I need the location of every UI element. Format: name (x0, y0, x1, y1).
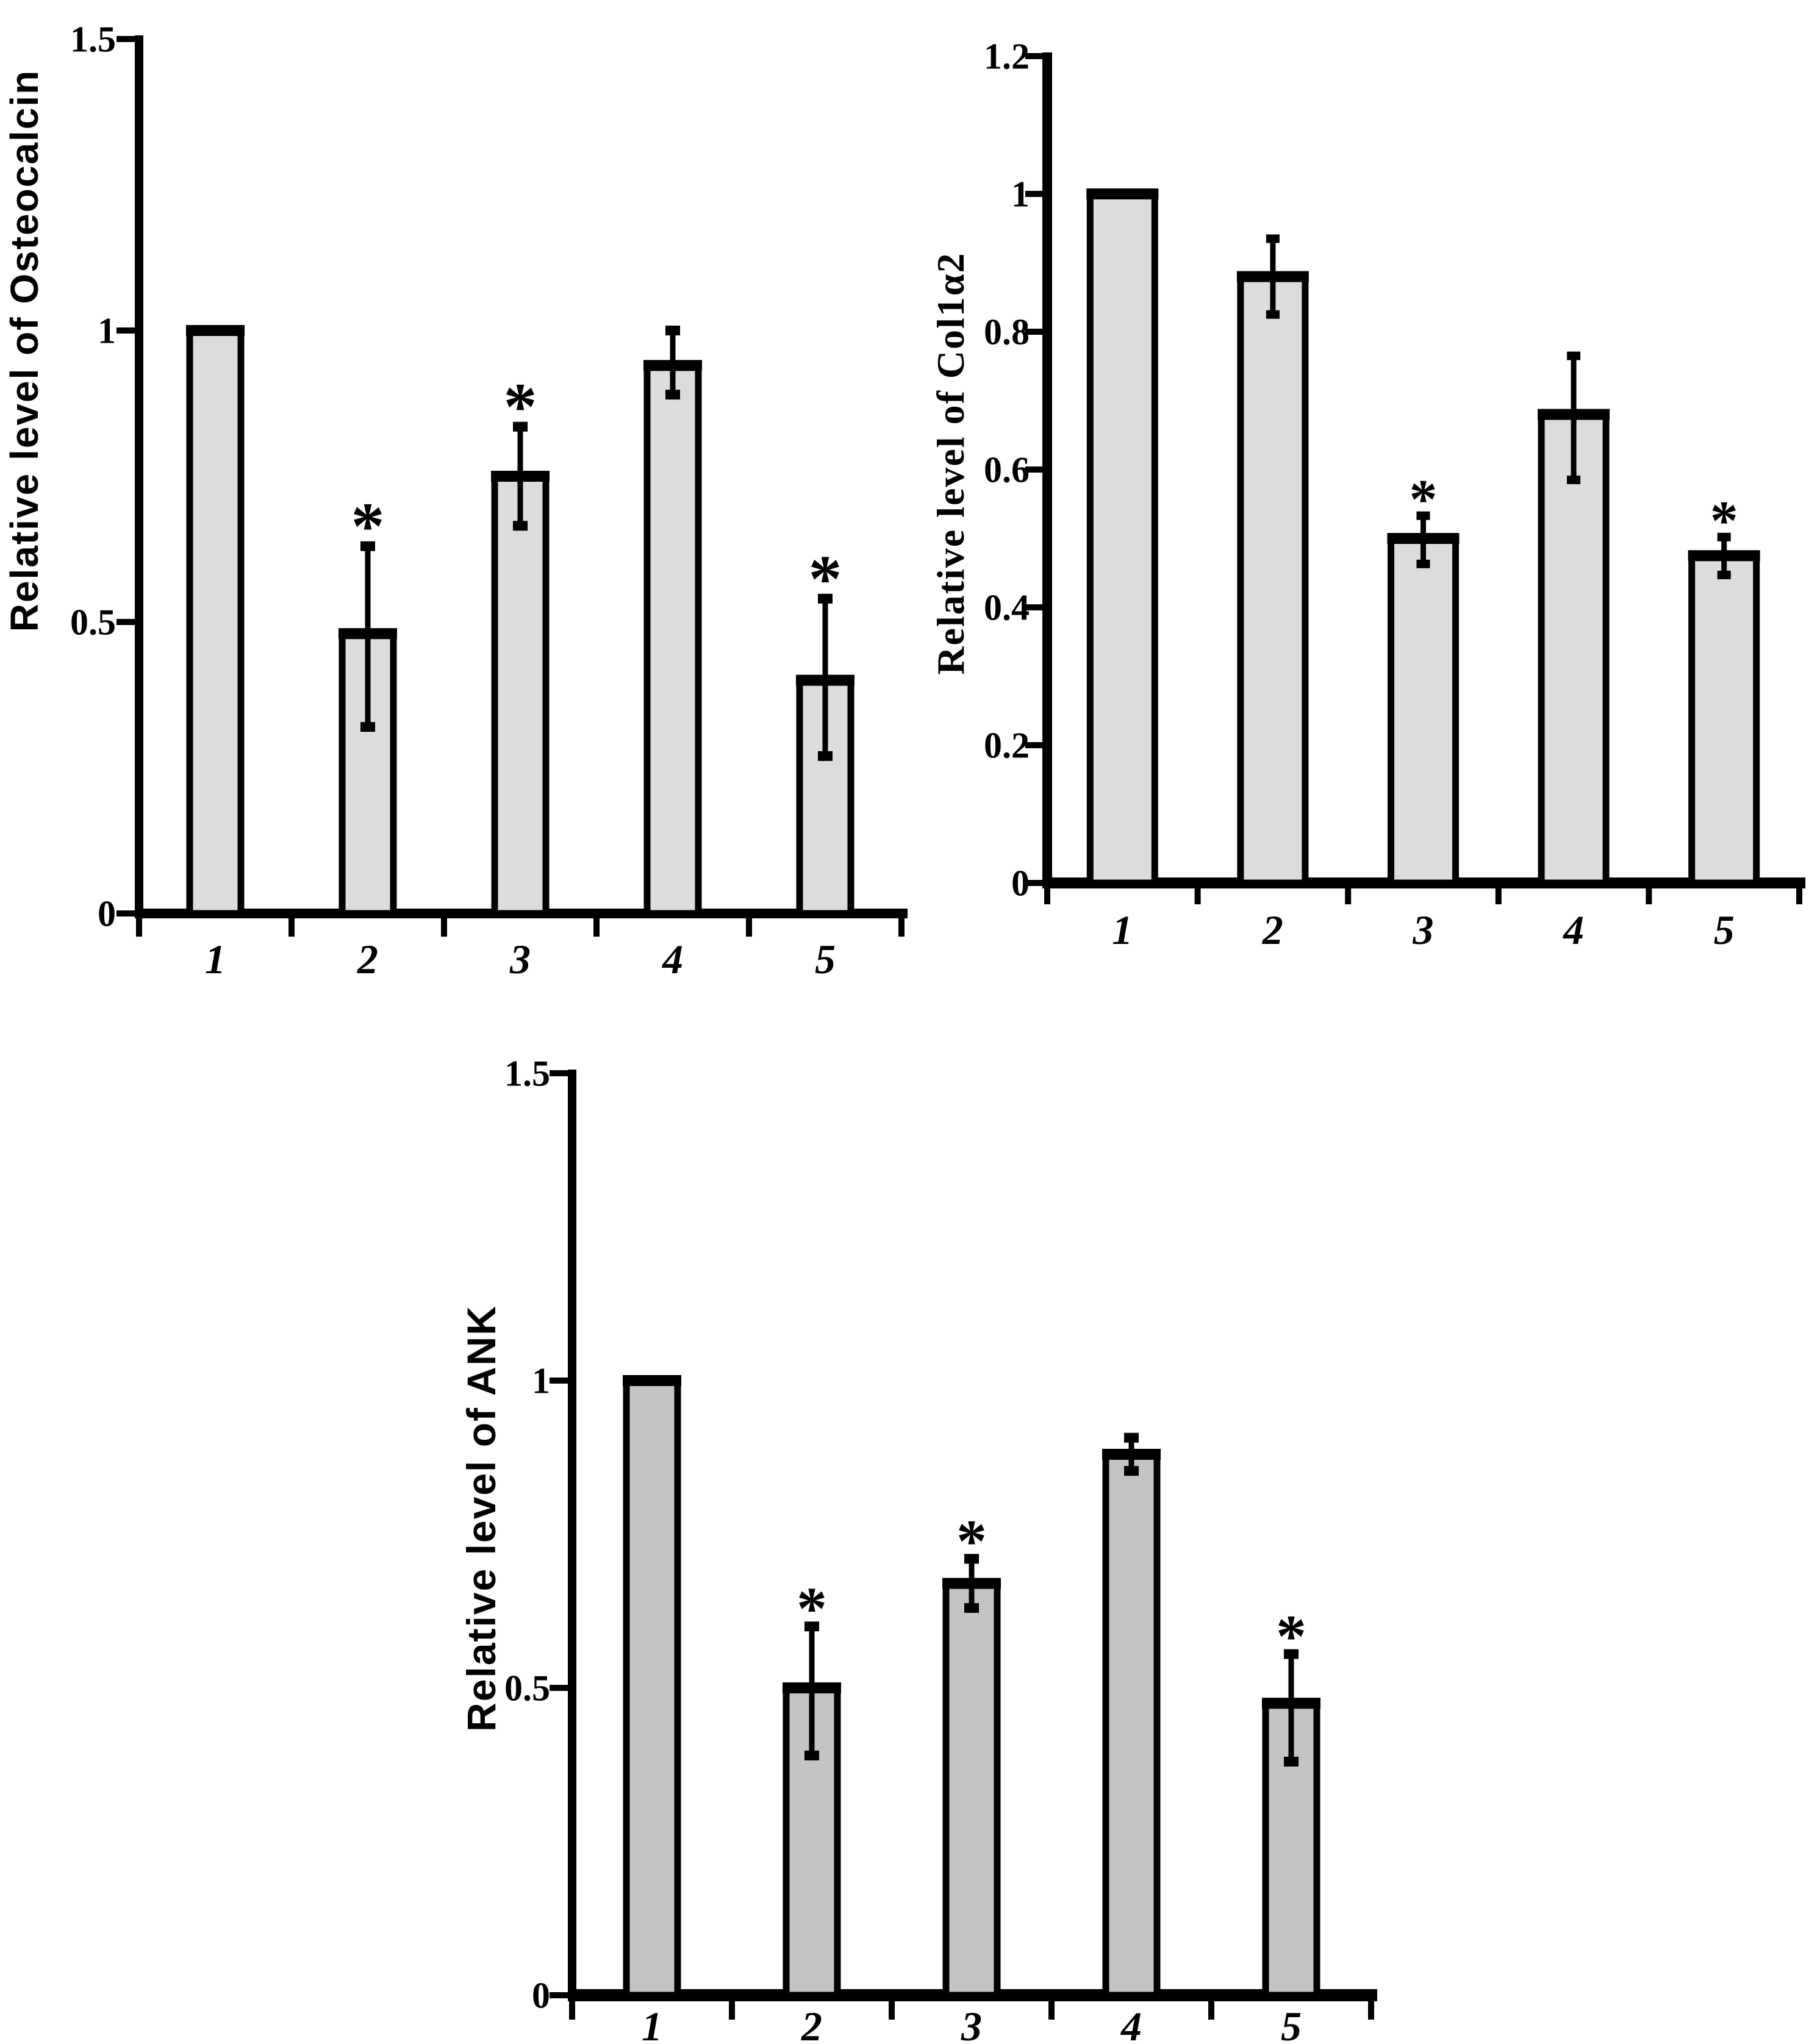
significance-asterisk: * (956, 1507, 987, 1575)
x-tick (1796, 887, 1802, 904)
y-tick-label: 1 (532, 1360, 550, 1401)
x-tick (1646, 887, 1652, 904)
x-category-label: 5 (1713, 907, 1735, 953)
chart-ank (459, 1053, 1377, 2044)
error-cap-bottom (818, 751, 833, 761)
x-tick (1208, 2000, 1214, 2020)
y-tick-label: 1.5 (70, 19, 116, 60)
x-category-label: 4 (1563, 907, 1585, 953)
x-tick (1345, 887, 1351, 904)
bar (647, 365, 698, 913)
x-tick (1496, 887, 1502, 904)
y-tick-label: 0.6 (984, 449, 1030, 490)
y-tick (116, 36, 139, 42)
x-category-label: 4 (662, 936, 683, 982)
x-tick (746, 917, 752, 937)
x-category-label: 2 (1262, 907, 1283, 953)
error-cap-top (665, 326, 680, 335)
chart-col1a2 (929, 36, 1805, 953)
bar-top-cap (623, 1375, 681, 1386)
error-cap-bottom (1567, 476, 1580, 484)
y-tick (550, 1378, 572, 1384)
x-tick (1048, 2000, 1055, 2020)
error-cap-bottom (360, 722, 375, 732)
x-tick (1368, 2000, 1374, 2020)
x-tick (898, 917, 905, 937)
y-tick-label: 1 (98, 310, 116, 351)
x-category-label: 1 (205, 936, 226, 982)
y-tick-label: 0 (532, 1975, 550, 2016)
y-tick (116, 327, 139, 334)
error-cap-bottom (665, 390, 680, 399)
y-tick-label: 1.5 (504, 1053, 550, 1094)
y-tick (116, 910, 139, 917)
y-axis-label: Relative level of Osteocalcin (2, 69, 46, 632)
y-tick-label: 0.4 (984, 587, 1030, 628)
bar (190, 331, 241, 913)
bar (626, 1381, 678, 1995)
error-bar (809, 1626, 815, 1756)
error-cap-bottom (1417, 560, 1430, 568)
y-axis-label: Relative level of Col1α2 (929, 252, 972, 675)
error-cap-bottom (1124, 1466, 1139, 1476)
error-cap-top (1124, 1433, 1139, 1443)
error-cap-bottom (804, 1751, 819, 1760)
x-category-label: 2 (801, 2003, 822, 2044)
x-tick (593, 917, 600, 937)
y-tick-label: 0.2 (984, 725, 1030, 766)
bar (1541, 415, 1606, 883)
significance-asterisk: * (351, 488, 385, 563)
bar (495, 476, 546, 913)
bar-top-cap (186, 325, 245, 336)
error-bar (670, 331, 676, 395)
x-category-label: 3 (1413, 907, 1434, 953)
error-cap-bottom (513, 521, 528, 531)
x-tick (569, 2000, 575, 2020)
error-bar (823, 599, 828, 756)
x-tick (1195, 887, 1201, 904)
bar (1241, 277, 1305, 883)
x-category-label: 5 (815, 936, 836, 982)
y-tick (116, 619, 139, 625)
error-cap-top (1567, 352, 1580, 360)
y-tick (550, 1685, 572, 1691)
bar (1090, 194, 1155, 883)
y-tick-label: 0 (1011, 863, 1030, 904)
y-tick (550, 1070, 572, 1076)
x-tick (1044, 887, 1050, 904)
y-tick-label: 0 (98, 893, 116, 934)
y-axis-label: Relative level of ANK (459, 1305, 504, 1732)
x-tick (729, 2000, 735, 2020)
x-tick (889, 2000, 895, 2020)
y-tick-label: 0.5 (504, 1668, 550, 1709)
error-bar (365, 546, 371, 727)
bar (1106, 1454, 1157, 1995)
x-category-label: 5 (1281, 2003, 1302, 2044)
y-tick-label: 0.5 (70, 602, 116, 643)
x-category-label: 2 (357, 936, 378, 982)
error-bar (1129, 1438, 1134, 1471)
error-cap-bottom (1266, 310, 1280, 319)
bar-top-cap (1086, 188, 1158, 199)
x-tick (288, 917, 295, 937)
y-axis-line (568, 1070, 576, 2001)
significance-asterisk: * (808, 541, 842, 616)
error-cap-bottom (1718, 571, 1731, 579)
significance-asterisk: * (1276, 1602, 1306, 1670)
significance-asterisk: * (1710, 489, 1738, 552)
x-category-label: 1 (1112, 907, 1133, 953)
x-tick (136, 917, 142, 937)
x-category-label: 3 (961, 2003, 982, 2044)
x-tick (441, 917, 447, 937)
y-axis-line (135, 35, 143, 918)
significance-asterisk: * (503, 369, 537, 444)
significance-asterisk: * (1409, 468, 1438, 531)
y-tick-label: 1.2 (984, 36, 1030, 77)
x-category-label: 3 (510, 936, 531, 982)
error-cap-top (1266, 234, 1280, 243)
error-cap-bottom (1284, 1757, 1299, 1767)
bar (1391, 538, 1456, 883)
x-category-label: 1 (642, 2003, 662, 2044)
bar (1692, 556, 1757, 883)
error-bar (1289, 1654, 1294, 1762)
significance-asterisk: * (797, 1574, 827, 1643)
y-tick (550, 1992, 572, 1998)
y-tick-label: 1 (1011, 174, 1030, 215)
y-tick-label: 0.8 (984, 312, 1030, 352)
bar (946, 1584, 997, 1995)
error-bar (1571, 356, 1577, 480)
chart-osteocalcin (2, 19, 908, 982)
x-category-label: 4 (1121, 2003, 1142, 2044)
error-bar (1270, 238, 1275, 314)
error-cap-bottom (964, 1603, 979, 1613)
